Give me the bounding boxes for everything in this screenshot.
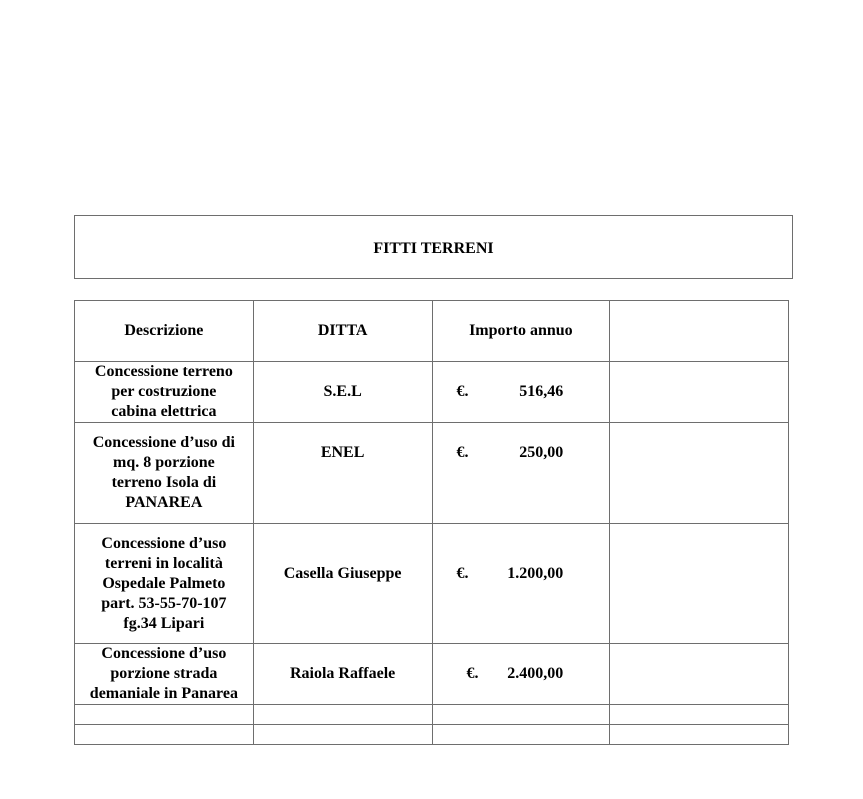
table-row: [75, 725, 789, 745]
fitti-terreni-table: [74, 300, 789, 745]
descrizione-line: Concessione d’uso: [101, 645, 227, 662]
importo-value: 516,46: [519, 383, 564, 400]
importo-value: 2.400,00: [507, 665, 564, 682]
descrizione-line: porzione strada: [110, 665, 218, 682]
currency-label: €.: [456, 565, 469, 582]
importo-value: 1.200,00: [507, 565, 564, 582]
descrizione-line: Concessione d’uso: [101, 534, 227, 552]
table-row: [75, 362, 789, 423]
descrizione-line: Concessione terreno: [94, 363, 233, 380]
ditta-cell: Casella Giuseppe: [253, 524, 432, 644]
descrizione-line: terreni in località: [104, 554, 223, 572]
header-ditta: DITTA: [253, 301, 432, 362]
importo-cell: [432, 644, 610, 705]
importo-value: 250,00: [519, 444, 564, 461]
descrizione-cell: [75, 423, 254, 524]
empty-cell: [610, 524, 789, 644]
empty-cell: [75, 705, 254, 725]
header-importo-annuo: Importo annuo: [432, 301, 610, 362]
descrizione-cell: [75, 524, 254, 644]
descrizione-line: part. 53-55-70-107: [101, 594, 227, 612]
importo-cell: [432, 362, 610, 423]
descrizione-line: Concessione d’uso di: [92, 434, 235, 451]
empty-cell: [610, 725, 789, 745]
empty-cell: [432, 725, 610, 745]
page-title: FITTI TERRENI: [373, 240, 494, 257]
descrizione-cell: [75, 362, 254, 423]
table-header-row: [75, 301, 789, 362]
empty-cell: [253, 705, 432, 725]
ditta-cell: ENEL: [253, 423, 432, 524]
empty-cell: [75, 725, 254, 745]
descrizione-line: fg.34 Lipari: [123, 614, 205, 632]
descrizione-line: terreno Isola di: [111, 474, 217, 491]
empty-cell: [610, 705, 789, 725]
descrizione-line: mq. 8 porzione: [112, 454, 215, 471]
header-empty: [610, 301, 789, 362]
title-box: [74, 215, 793, 279]
empty-cell: [610, 423, 789, 524]
empty-cell: [610, 644, 789, 705]
empty-cell: [610, 362, 789, 423]
descrizione-cell: [75, 644, 254, 705]
importo-cell: [432, 423, 610, 524]
header-descrizione: Descrizione: [75, 301, 254, 362]
empty-cell: [253, 725, 432, 745]
descrizione-line: demaniale in Panarea: [89, 685, 238, 702]
table-row: [75, 705, 789, 725]
descrizione-line: Ospedale Palmeto: [102, 574, 226, 592]
ditta-cell: Raiola Raffaele: [253, 644, 432, 705]
descrizione-line: PANAREA: [125, 494, 203, 511]
table-row: [75, 524, 789, 644]
empty-cell: [432, 705, 610, 725]
importo-cell: [432, 524, 610, 644]
currency-label: €.: [456, 383, 469, 400]
descrizione-line: cabina elettrica: [111, 403, 217, 420]
ditta-cell: S.E.L: [253, 362, 432, 423]
descrizione-line: per costruzione: [111, 383, 217, 400]
table-row: [75, 423, 789, 524]
currency-label: €.: [466, 665, 479, 682]
table-row: [75, 644, 789, 705]
currency-label: €.: [456, 444, 469, 461]
